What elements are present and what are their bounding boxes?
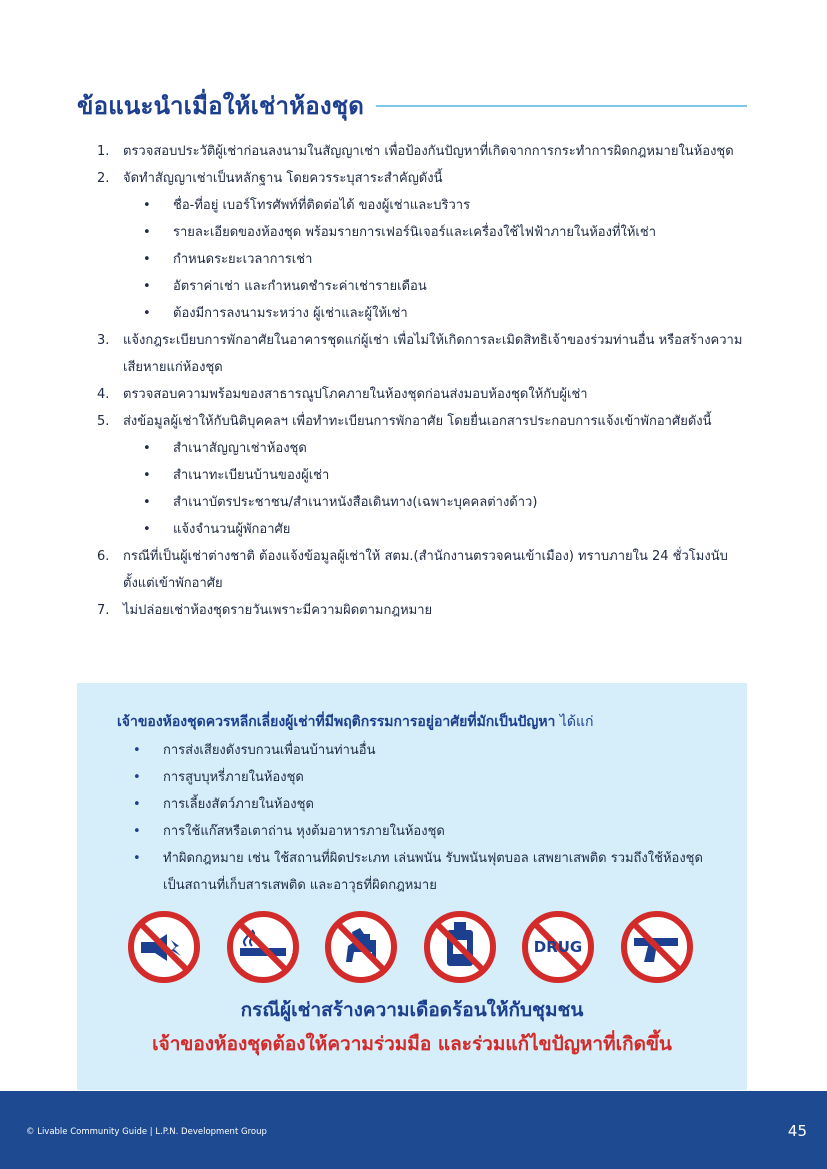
bullet-text: แจ้งจำนวนผู้พักอาศัย: [173, 522, 291, 537]
list-item: [143, 300, 747, 327]
bullet: •: [133, 797, 141, 812]
drug-label: DRUG: [533, 938, 583, 956]
bullet: •: [143, 252, 151, 267]
page-title: ข้อแนะนำเมื่อให้เช่าห้องชุด: [77, 92, 365, 120]
list-item: [97, 597, 747, 624]
list-item: [143, 273, 747, 300]
bullet-text: อัตราค่าเช่า และกำหนดชำระค่าเช่ารายเดือน: [173, 279, 427, 294]
item-number: 4.: [97, 387, 110, 402]
item-text: แจ้งกฎระเบียบการพักอาศัยในอาคารชุดแก่ผู้เช่า เพื่อไม่ให้เกิดการละเมิดสิทธิเจ้าของร่วมท่านอื่น หรือสร้างความเสียหายแก่ห้องชุด: [123, 333, 743, 375]
bullet: •: [133, 824, 141, 839]
panel-heading: [117, 711, 594, 733]
list-item: [143, 516, 747, 543]
bullet-text: สำเนาบัตรประชาชน/สำเนาหนังสือเดินทาง(เฉพาะบุคคลต่างด้าว): [173, 495, 538, 510]
list-item: [133, 845, 723, 899]
item-text: ตรวจสอบความพร้อมของสาธารณูปโภคภายในห้องชุดก่อนส่งมอบห้องชุดให้กับผู้เช่า: [123, 387, 588, 402]
bullet: •: [133, 770, 141, 785]
bullet: •: [143, 279, 151, 294]
bullet: •: [143, 495, 151, 510]
title-rule: [376, 105, 747, 107]
list-item: [133, 818, 723, 845]
recommendation-list: [97, 138, 747, 624]
no-smoking-icon: [226, 910, 300, 984]
closing-line-1: กรณีผู้เช่าสร้างความเดือดร้อนให้กับชุมชน: [240, 999, 584, 1021]
no-guns-icon: [620, 910, 694, 984]
list-item: [143, 462, 747, 489]
bullet-text: การสูบบุหรี่ภายในห้องชุด: [163, 770, 304, 785]
list-item: [143, 435, 747, 462]
item-number: 1.: [97, 144, 110, 159]
item-text: จัดทำสัญญาเช่าเป็นหลักฐาน โดยควรระบุสาระสำคัญดังนี้: [123, 171, 443, 186]
footer: [0, 1091, 827, 1169]
bullet-text: สำเนาทะเบียนบ้านของผู้เช่า: [173, 468, 330, 483]
list-item: [97, 381, 747, 408]
item-text: กรณีที่เป็นผู้เช่าต่างชาติ ต้องแจ้งข้อมูลผู้เช่าให้ สตม.(สำนักงานตรวจคนเข้าเมือง) ทราบภายใน 24 ชั่วโมงนับตั้งแต่เข้าพักอาศัย: [123, 549, 728, 591]
bullet-text: การส่งเสียงดังรบกวนเพื่อนบ้านท่านอื่น: [163, 743, 376, 758]
closing-line-2: เจ้าของห้องชุดต้องให้ความร่วมมือ และร่วมแก้ไขปัญหาที่เกิดขึ้น: [152, 1033, 672, 1055]
bullet-text: ทำผิดกฎหมาย เช่น ใช้สถานที่ผิดประเภท เล่นพนัน รับพนันฟุตบอล เสพยาเสพติด รวมถึงใช้ห้องชุดเป็นสถานที่เก็บสารเสพติด และอาวุธที่ผิดกฎหมาย: [163, 851, 703, 893]
bullet: •: [143, 306, 151, 321]
list-item: [133, 791, 723, 818]
panel-heading-rest: ได้แก่: [555, 714, 594, 730]
page-number: 45: [787, 1122, 807, 1140]
item-text: ส่งข้อมูลผู้เช่าให้กับนิติบุคคลฯ เพื่อทำทะเบียนการพักอาศัย โดยยื่นเอกสารประกอบการแจ้งเข้าพักอาศัยดังนี้: [123, 414, 712, 429]
no-noise-icon: [127, 910, 201, 984]
bullet-text: ต้องมีการลงนามระหว่าง ผู้เช่าและผู้ให้เช่า: [173, 306, 408, 321]
list-item: [133, 764, 723, 791]
bullet: •: [133, 743, 141, 758]
list-item: [97, 165, 747, 192]
bullet-text: การใช้แก๊สหรือเตาถ่าน หุงต้มอาหารภายในห้องชุด: [163, 824, 445, 839]
contract-points-list: [143, 192, 747, 327]
bullet: •: [143, 225, 151, 240]
bullet-text: ชื่อ-ที่อยู่ เบอร์โทรศัพท์ที่ติดต่อได้ ของผู้เช่าและบริวาร: [173, 198, 471, 213]
panel-heading-bold: เจ้าของห้องชุดควรหลีกเลี่ยงผู้เช่าที่มีพฤติกรรมการอยู่อาศัยที่มักเป็นปัญหา: [117, 714, 556, 730]
behavior-list: [133, 737, 723, 899]
list-item: [97, 543, 747, 597]
item-number: 7.: [97, 603, 110, 618]
list-item: [143, 489, 747, 516]
documents-list: [143, 435, 747, 543]
list-item: [143, 219, 747, 246]
bullet: •: [143, 441, 151, 456]
bullet-text: สำเนาสัญญาเช่าห้องชุด: [173, 441, 307, 456]
bullet: •: [143, 468, 151, 483]
list-item: [97, 138, 747, 165]
bullet-text: กำหนดระยะเวลาการเช่า: [173, 252, 313, 267]
bullet-text: รายละเอียดของห้องชุด พร้อมรายการเฟอร์นิเจอร์และเครื่องใช้ไฟฟ้าภายในห้องที่ให้เช่า: [173, 225, 656, 240]
list-item: [143, 246, 747, 273]
list-item: [143, 192, 747, 219]
item-text: ตรวจสอบประวัติผู้เช่าก่อนลงนามในสัญญาเช่า เพื่อป้องกันปัญหาที่เกิดจากการกระทำการผิดกฎหมายในห้องชุด: [123, 144, 734, 159]
warning-panel: [77, 683, 747, 1090]
item-number: 3.: [97, 333, 110, 348]
no-drugs-icon: [521, 910, 595, 984]
item-number: 2.: [97, 171, 110, 186]
bullet: •: [133, 851, 141, 866]
list-item: [133, 737, 723, 764]
footer-text: © Livable Community Guide | L.P.N. Development Group: [26, 1127, 267, 1137]
item-number: 6.: [97, 549, 110, 564]
no-pets-icon: [324, 910, 398, 984]
item-number: 5.: [97, 414, 110, 429]
bullet: •: [143, 522, 151, 537]
prohibition-icons: [127, 910, 718, 984]
list-item: [97, 327, 747, 381]
bullet: •: [143, 198, 151, 213]
list-item: [97, 408, 747, 435]
item-text: ไม่ปล่อยเช่าห้องชุดรายวันเพราะมีความผิดตามกฎหมาย: [123, 603, 433, 618]
bullet-text: การเลี้ยงสัตว์ภายในห้องชุด: [163, 797, 314, 812]
no-gas-icon: [423, 910, 497, 984]
